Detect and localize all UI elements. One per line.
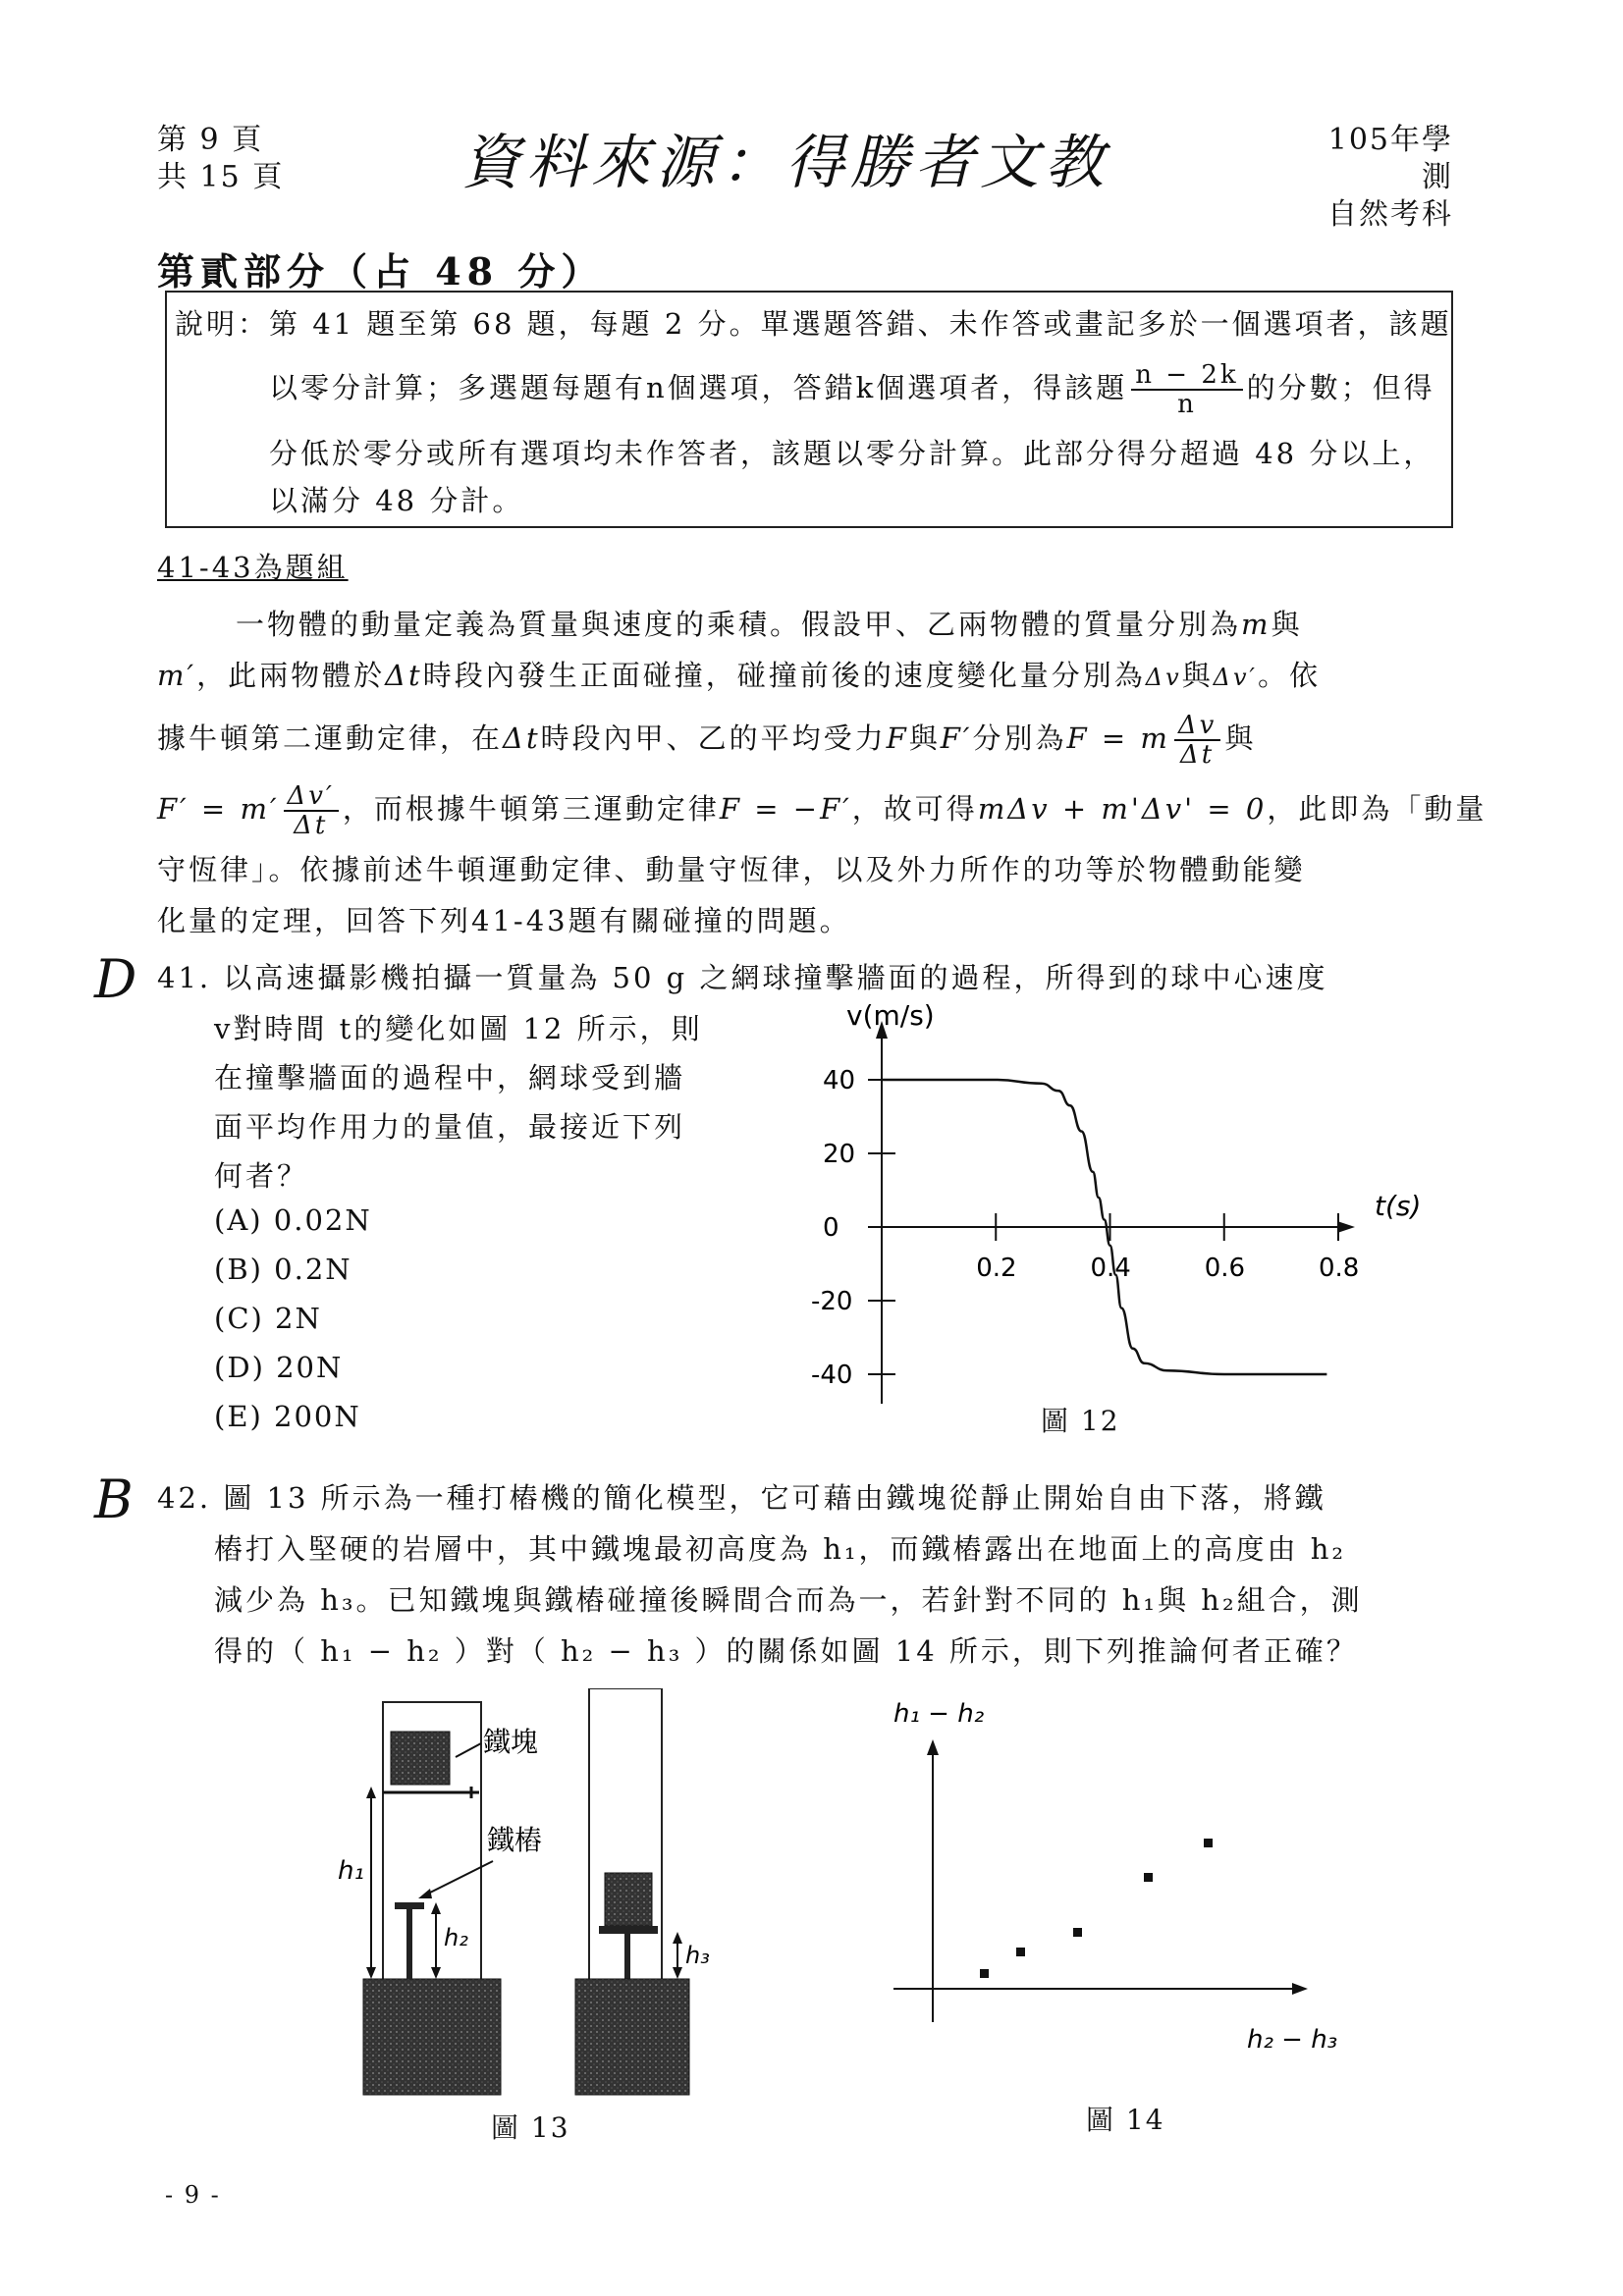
option-b: (B) 0.2N bbox=[214, 1253, 352, 1286]
intro-text: ，此即為「動量 bbox=[1267, 792, 1488, 826]
page-number-line: 第 9 頁 bbox=[157, 123, 264, 157]
intro-text: 一物體的動量定義為質量與速度的乘積。假設甲、乙兩物體的質量分別為 bbox=[236, 608, 1242, 641]
data-point bbox=[1073, 1928, 1082, 1937]
y-tick-label: -40 bbox=[811, 1361, 853, 1390]
x-axis-label: t(s) bbox=[1375, 1190, 1422, 1222]
x-tick-label: 0.6 bbox=[1204, 1254, 1246, 1283]
iron-pile-pointer bbox=[422, 1861, 493, 1896]
instructions-line-4: 以滿分 48 分計。 bbox=[269, 484, 524, 517]
symbol-dt: Δt bbox=[503, 721, 541, 755]
x-tick-label: 0.2 bbox=[976, 1254, 1017, 1283]
answer-mark-42: B bbox=[94, 1468, 134, 1530]
fraction-denominator: Δt bbox=[1179, 740, 1216, 770]
fig14-y-label: h₁ − h₂ bbox=[893, 1699, 985, 1729]
intro-line-4 bbox=[157, 774, 1488, 844]
question-42-line-2: 樁打入堅硬的岩層中，其中鐵塊最初高度為 h₁，而鐵樁露出在地面上的高度由 h₂ bbox=[214, 1532, 1347, 1566]
option-e: (E) 200N bbox=[214, 1400, 361, 1433]
equation-1-lhs: F = m bbox=[1066, 721, 1170, 755]
symbol-dv-prime: Δv′ bbox=[1213, 664, 1258, 691]
instructions-line-2-text: 以零分計算；多選題每題有n個選項，答錯k個選項者，得該題 bbox=[269, 371, 1128, 404]
y-tick-label: 40 bbox=[823, 1066, 856, 1095]
instructions-line-1: 說明：第 41 題至第 68 題，每題 2 分。單選題答錯、未作答或畫記多於一個選項者，該題 bbox=[175, 307, 1452, 341]
question-42-line-4: 得的（ h₁ − h₂ ）對（ h₂ − h₃ ）的關係如圖 14 所示，則下列推論何者正確？ bbox=[214, 1634, 1358, 1668]
answer-mark-41: D bbox=[94, 948, 137, 1010]
intro-text: 。依 bbox=[1257, 659, 1321, 692]
question-41-line-3: 在撞擊牆面的過程中，網球受到牆 bbox=[214, 1061, 686, 1095]
question-group-label: 41-43為題組 bbox=[157, 551, 349, 584]
score-fraction bbox=[1131, 361, 1242, 418]
figure-12-caption: 圖 12 bbox=[1041, 1405, 1120, 1437]
intro-line-1 bbox=[157, 599, 1453, 650]
iron-block-label: 鐵塊 bbox=[483, 1726, 539, 1758]
fraction-denominator: n bbox=[1177, 390, 1197, 419]
question-42-line-3: 減少為 h₃。已知鐵塊與鐵樁碰撞後瞬間合而為一，若針對不同的 h₁與 h₂組合，測 bbox=[214, 1583, 1363, 1617]
h3-arrow-top bbox=[673, 1932, 682, 1944]
data-point bbox=[1016, 1948, 1025, 1956]
x-tick-label: 0.4 bbox=[1090, 1254, 1131, 1283]
intro-text: 時段內甲、乙的平均受力 bbox=[540, 721, 887, 755]
h2-arrow-top bbox=[431, 1902, 441, 1914]
h1-label: h₁ bbox=[338, 1856, 364, 1886]
instructions-box bbox=[165, 291, 1453, 528]
equation-2-lhs: F′ = m′ bbox=[157, 792, 280, 826]
figure-13-caption: 圖 13 bbox=[491, 2111, 570, 2144]
footer-page-number: - 9 - bbox=[165, 2181, 221, 2209]
intro-line-6: 化量的定理，回答下列41-43題有關碰撞的問題。 bbox=[157, 904, 851, 937]
symbol-F: F bbox=[886, 721, 909, 755]
fig14-x-label: h₂ − h₃ bbox=[1247, 2025, 1338, 2055]
intro-text: 時段內發生正面碰撞，碰撞前後的速度變化量分別為 bbox=[422, 659, 1146, 692]
question-41-line-5: 何者？ bbox=[214, 1159, 309, 1193]
fig14-x-axis-arrow bbox=[1292, 1983, 1308, 1995]
h1-arrow-bottom bbox=[366, 1967, 376, 1979]
h1-arrow-top bbox=[366, 1787, 376, 1798]
y-tick-label: -20 bbox=[811, 1287, 853, 1316]
intro-line-2 bbox=[157, 650, 1453, 703]
data-point bbox=[1204, 1839, 1213, 1847]
intro-text: 據牛頓第二運動定律，在 bbox=[157, 721, 504, 755]
y-tick-label: 0 bbox=[823, 1213, 839, 1243]
iron-pile-left bbox=[406, 1906, 412, 1979]
question-41-options bbox=[214, 1196, 372, 1441]
fig14-y-axis-arrow bbox=[927, 1739, 939, 1755]
section-title: 第貳部分（占 48 分） bbox=[157, 249, 605, 294]
symbol-dv: Δv bbox=[1145, 664, 1182, 691]
question-41-line-2: v對時間 t的變化如圖 12 所示，則 bbox=[214, 1012, 703, 1045]
exam-subject: 自然考科 bbox=[1327, 197, 1453, 232]
option-c: (C) 2N bbox=[214, 1302, 322, 1335]
intro-line-3 bbox=[157, 703, 1453, 774]
iron-pile-cap-right bbox=[599, 1926, 658, 1934]
y-axis-label: v(m/s) bbox=[846, 999, 935, 1032]
iron-block-right bbox=[605, 1873, 652, 1926]
symbol-F-prime: F′ bbox=[940, 721, 973, 755]
h3-arrow-bottom bbox=[673, 1967, 682, 1979]
intro-text: 分別為 bbox=[972, 721, 1067, 755]
intro-line-5: 守恆律」。依據前述牛頓運動定律、動量守恆律，以及外力所作的功等於物體動能變 bbox=[157, 853, 1306, 886]
question-41-line-4: 面平均作用力的量值，最接近下列 bbox=[214, 1110, 686, 1144]
fraction-denominator: Δt bbox=[294, 811, 329, 840]
instructions-line-3: 分低於零分或所有選項均未作答者，該題以零分計算。此部分得分超過 48 分以上， bbox=[269, 437, 1435, 470]
intro-text: ，故可得 bbox=[851, 792, 978, 826]
iron-pile-label: 鐵樁 bbox=[487, 1824, 543, 1856]
fraction-numerator: Δv′ bbox=[284, 782, 339, 812]
option-d: (D) 20N bbox=[214, 1351, 344, 1384]
ground-block-right bbox=[575, 1979, 689, 2095]
h3-label: h₃ bbox=[685, 1942, 710, 1969]
equation-1-fraction bbox=[1174, 712, 1220, 769]
ground-block-left bbox=[363, 1979, 501, 2095]
fraction-numerator: n − 2k bbox=[1131, 361, 1242, 391]
x-tick-label: 0.8 bbox=[1319, 1254, 1360, 1283]
page-indicator bbox=[157, 122, 284, 196]
intro-and: 與 bbox=[1224, 721, 1257, 755]
exam-year: 105年學測 bbox=[1327, 123, 1453, 194]
iron-block-left bbox=[391, 1732, 450, 1785]
question-42-line-1: 42. 圖 13 所示為一種打樁機的簡化模型，它可藉由鐵塊從靜止開始自由下落，將鐵 bbox=[157, 1481, 1326, 1515]
intro-and: 與 bbox=[908, 721, 941, 755]
data-point bbox=[1144, 1873, 1153, 1882]
fraction-numerator: Δv bbox=[1174, 712, 1220, 741]
x-axis-arrow bbox=[1337, 1221, 1355, 1233]
figure-14-caption: 圖 14 bbox=[1086, 2104, 1165, 2136]
instructions-line-2 bbox=[269, 361, 1435, 418]
instructions-line-2-end: 的分數；但得 bbox=[1246, 371, 1435, 404]
iron-pile-cap-left bbox=[395, 1902, 424, 1909]
h2-arrow-bottom bbox=[431, 1967, 441, 1979]
equation-4: mΔv + m'Δv' = 0 bbox=[977, 792, 1268, 826]
data-point bbox=[980, 1969, 989, 1978]
equation-2-fraction bbox=[284, 782, 339, 839]
intro-text: ，此兩物體於 bbox=[196, 659, 386, 692]
iron-pile-pointer-head bbox=[418, 1889, 432, 1898]
exam-title bbox=[1325, 122, 1453, 234]
h2-label: h₂ bbox=[444, 1924, 468, 1951]
iron-pile-right bbox=[624, 1934, 630, 1979]
figure-12-chart bbox=[766, 991, 1473, 1404]
equation-3: F = −F′ bbox=[719, 792, 852, 826]
figure-12-plot bbox=[811, 999, 1421, 1404]
symbol-m-prime: m′ bbox=[157, 659, 197, 692]
intro-and: 與 bbox=[1181, 659, 1214, 692]
intro-and: 與 bbox=[1271, 608, 1303, 641]
figure-13-pile-driver bbox=[324, 1688, 746, 2101]
symbol-m: m bbox=[1241, 608, 1271, 641]
symbol-dt: Δt bbox=[385, 659, 423, 692]
group-intro bbox=[157, 599, 1488, 946]
page-total-line: 共 15 頁 bbox=[157, 160, 285, 194]
y-tick-label: 20 bbox=[823, 1140, 856, 1169]
question-41-line-1: 41. 以高速攝影機拍攝一質量為 50 g 之網球撞擊牆面的過程，所得到的球中心速度 bbox=[157, 961, 1328, 994]
option-a: (A) 0.02N bbox=[214, 1203, 372, 1237]
figure-14-graph bbox=[864, 1688, 1375, 2061]
iron-block-pointer bbox=[456, 1743, 481, 1757]
intro-text: ，而根據牛頓第三運動定律 bbox=[342, 792, 720, 826]
handwritten-source-note: 資料來源：得勝者文教 bbox=[461, 129, 1109, 197]
